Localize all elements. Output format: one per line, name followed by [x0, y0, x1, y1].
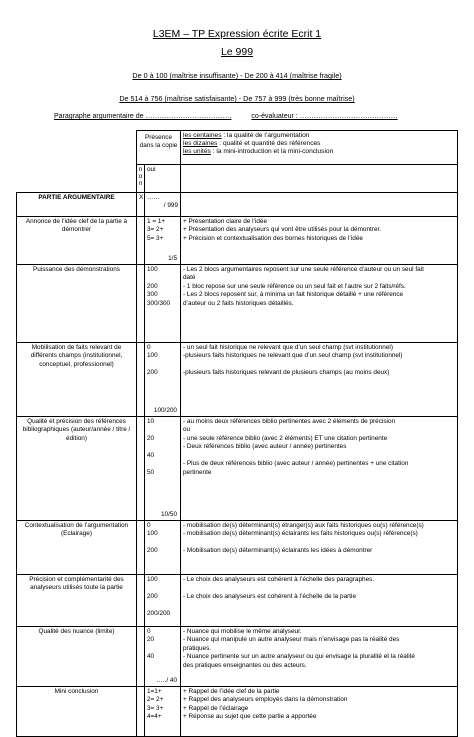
criterion-row — [17, 627, 458, 687]
partie-dots: …… — [147, 194, 160, 201]
descriptor-line: + Rappel de l’idée clef de la partie — [183, 688, 280, 695]
criterion-label: Mini conclusion — [17, 687, 137, 737]
legend-row-top — [17, 131, 458, 165]
point-value: 0 — [147, 628, 151, 635]
descriptor-line: - Mobilisation de(s) déterminant(s) éclairants les idées à démontrer — [183, 547, 373, 555]
presence-check-cell[interactable] — [137, 575, 145, 627]
oui-column-header: oui — [145, 165, 181, 193]
point-value: 3= 3+ — [147, 704, 164, 712]
point-value — [147, 539, 178, 547]
criterion-row — [17, 265, 458, 343]
point-value — [147, 361, 178, 369]
legend-unites-value: : la mini-introduction et la mini-conclusion — [210, 148, 334, 156]
descriptor-line: - Le choix des analyseurs est cohérent à l’échelle des paragraphes. — [183, 576, 375, 583]
point-value: 100 — [147, 352, 158, 360]
criterion-row — [17, 217, 458, 265]
descriptor-line: - mobilisation de(s) déterminant(s) étranger(s) aux faits historiques ou(s) référence(s) — [183, 522, 424, 529]
points-cell[interactable] — [145, 687, 181, 737]
point-value: 2= 2+ — [147, 696, 164, 704]
point-value: 20 — [147, 636, 155, 644]
descriptor-line: - Le choix des analyseurs est cohérent à l’échelle de la partie — [183, 592, 357, 600]
partie-label: PARTIE ARGUMENTAIRE — [17, 193, 137, 217]
criterion-row — [17, 687, 458, 737]
criterion-row — [17, 417, 458, 521]
point-value — [147, 460, 178, 468]
descriptor-cell — [181, 521, 458, 575]
criterion-row — [17, 575, 458, 627]
descriptor-cell — [181, 343, 458, 417]
grading-table — [16, 130, 458, 737]
descriptor-line: - mobilisation de(s) déterminant(s) éclairants les faits historiques ou(s) référence(s) — [183, 530, 418, 538]
point-value: 100 — [147, 576, 158, 583]
criterion-label: Puissance des démonstrations — [17, 265, 137, 343]
point-value: 100 — [147, 530, 158, 538]
descriptor-line: d’auteur ou 2 faits historiques détaillés. — [183, 299, 294, 307]
paragraph-author-line — [54, 113, 418, 120]
point-value: 5= 3+ — [147, 234, 164, 242]
descriptor-line: - un seul fait historique ne relevant que d’un seul champ (svt institutionnel) — [183, 344, 393, 351]
non-letter-1: n — [138, 166, 143, 173]
partie-check-mark[interactable]: X — [137, 193, 145, 217]
point-value: 50 — [147, 468, 155, 476]
descriptor-cell — [181, 627, 458, 687]
criterion-label: Annonce de l’idée clef de la partie à démontrer — [17, 217, 137, 265]
non-letter-3: n — [138, 180, 143, 188]
partie-row — [17, 193, 458, 217]
descriptor-line — [183, 452, 455, 460]
descriptor-line: daté — [183, 274, 196, 282]
descriptor-line: - au moins deux références biblio pertinentes avec 2 éléments de précision — [183, 418, 396, 425]
point-value — [147, 274, 178, 282]
points-cell[interactable] — [145, 343, 181, 417]
point-value: 40 — [147, 653, 155, 661]
descriptor-line — [183, 361, 455, 369]
point-value: 200 — [147, 282, 158, 290]
point-value — [147, 601, 178, 609]
presence-check-cell[interactable] — [137, 627, 145, 687]
descriptor-line: + Réponse au sujet que cette partie a apportée — [183, 713, 317, 721]
descriptor-line: -plusieurs faits historiques relevant de plusieurs champs (au moins deux) — [183, 369, 390, 377]
point-value: 300/300 — [147, 299, 171, 307]
document-subtitle: Le 999 — [220, 46, 254, 58]
criterion-row — [17, 343, 458, 417]
presence-check-cell[interactable] — [137, 217, 145, 265]
descriptor-line: pertinente — [183, 468, 212, 476]
descriptor-line — [183, 539, 455, 547]
empty-corner — [17, 131, 137, 193]
criterion-row — [17, 521, 458, 575]
point-value: 20 — [147, 434, 155, 442]
points-total: …../ 40 — [156, 676, 177, 684]
descriptor-line — [183, 584, 455, 592]
legend-dizaines-key: les dizaines — [183, 140, 218, 148]
descriptor-line: - Deux références biblio (avec auteur / année) pertinentes — [183, 443, 347, 451]
partie-total: / 999 — [163, 202, 178, 210]
descriptor-line: - Nuance qui manipule un autre analyseur mais n’envisage pas la réalité des — [183, 636, 400, 644]
descriptor-line: - Plus de deux références biblio (avec auteur / année) pertinentes + une citation — [183, 460, 409, 468]
points-cell[interactable] — [145, 417, 181, 521]
legend-centaines-value: : la qualité de l’argumentation — [221, 132, 310, 139]
scale-line-2: De 514 à 756 (maîtrise satisfaisante) - De 757 à 999 (très bonne maîtrise) — [119, 94, 355, 103]
point-value: 4=4+ — [147, 713, 162, 721]
presence-header: Présence dans la copie — [137, 131, 181, 165]
points-cell[interactable] — [145, 575, 181, 627]
point-value: 0 — [147, 344, 151, 351]
digit-legend — [181, 131, 458, 165]
legend-dizaines-value: : qualité et quantité des références — [217, 140, 321, 148]
points-cell[interactable] — [145, 217, 181, 265]
descriptor-cell — [181, 265, 458, 343]
point-value: 200 — [147, 592, 158, 600]
descriptor-cell — [181, 417, 458, 521]
point-value: 0 — [147, 522, 151, 529]
coevaluateur-label: co-évaluateur : …………………………………… — [251, 113, 398, 120]
point-value: 3= 2+ — [147, 226, 164, 234]
legend-unites-key: les unités — [183, 148, 211, 156]
point-value — [147, 443, 178, 451]
point-value: 200/200 — [147, 609, 171, 617]
descriptor-line: + Présentation des analyseurs qui vont être utilisés pour la démontrer. — [183, 226, 382, 234]
point-value — [147, 584, 178, 592]
descriptor-line: - Nuance pertinente sur un autre analyseur ou qui envisage la pluralité et la réalité — [183, 653, 415, 661]
criterion-label: Précision et complémentarité des analyseurs utilisés toute la partie — [17, 575, 137, 627]
descriptor-line: + Rappel des analyseurs employés dans la démonstration — [183, 696, 348, 704]
presence-check-cell[interactable] — [137, 417, 145, 521]
points-cell[interactable] — [145, 265, 181, 343]
descriptor-line: des pratiques enseignantes ou des acteurs. — [183, 661, 307, 669]
legend-centaines-key: les centaines — [183, 132, 222, 139]
partie-score-cell[interactable] — [145, 193, 181, 217]
legend-empty-cell — [181, 165, 458, 193]
partie-empty-cell — [181, 193, 458, 217]
point-value: 1 = 1+ — [147, 218, 166, 225]
scale-line-1: De 0 à 100 (maîtrise insuffisante) - De 200 à 414 (maîtrise fragile) — [132, 71, 342, 80]
points-total: 100/200 — [153, 406, 177, 414]
descriptor-line: - Les 2 blocs reposent sur, à minima un fait historique détaillé + une référence — [183, 291, 404, 299]
document-title: L3EM – TP Expression écrite Ecrit 1 — [152, 28, 322, 40]
point-value — [147, 645, 178, 653]
criterion-label: Contextualisation de l’argumentation (Eclairage) — [17, 521, 137, 575]
point-value — [147, 426, 178, 434]
presence-check-cell[interactable] — [137, 343, 145, 417]
points-cell[interactable] — [145, 521, 181, 575]
non-letter-2: o — [138, 173, 143, 181]
point-value: 200 — [147, 547, 158, 555]
point-value: 300 — [147, 291, 158, 299]
descriptor-line: - Nuance qui mobilise le même analyseur. — [183, 628, 302, 635]
presence-check-cell[interactable] — [137, 265, 145, 343]
point-value: 100 — [147, 266, 158, 273]
point-value: 40 — [147, 451, 155, 459]
descriptor-cell — [181, 687, 458, 737]
descriptor-cell — [181, 575, 458, 627]
criterion-label: Qualité des nuance (limite) — [17, 627, 137, 687]
descriptor-line: ou — [183, 426, 191, 434]
descriptor-line: - une seule référence biblio (avec 2 éléments) ET une citation pertinente — [183, 434, 388, 442]
descriptor-line: pratiques. — [183, 644, 212, 652]
criterion-label: Qualité et précision des références bibliographiques (auteur/année / titre / édition) — [17, 417, 137, 521]
paragraph-label: Paragraphe argumentaire de ………………………………. — [54, 113, 232, 120]
descriptor-line: -plusieurs faits historiques ne relevant que d’un seul champ (svt institutionnel) — [183, 352, 403, 360]
descriptor-line: + Précision et contextualisation des bornes historiques de l’idée — [183, 234, 363, 242]
points-total: 10/50 — [161, 510, 177, 518]
non-column-header — [137, 165, 145, 193]
descriptor-line: + Rappel de l’éclairage — [183, 704, 249, 712]
points-total: 1/5 — [168, 254, 177, 262]
point-value: 1=1+ — [147, 688, 162, 695]
criterion-label: Mobilisation de faits relevant de différents champs (institutionnel, conceptuel, professionnel) — [17, 343, 137, 417]
descriptor-line: - 1 bloc repose sur une seule référence ou un seul fait et l’autre sur 2 faits/réfs. — [183, 282, 406, 290]
presence-check-cell[interactable] — [137, 521, 145, 575]
point-value: 10 — [147, 418, 155, 425]
points-cell[interactable] — [145, 627, 181, 687]
presence-check-cell[interactable] — [137, 687, 145, 737]
descriptor-line: + Présentation claire de l’idée — [183, 218, 268, 225]
point-value: 200 — [147, 369, 158, 377]
descriptor-cell — [181, 217, 458, 265]
descriptor-line: - Les 2 blocs argumentaires reposent sur une seule référence d’auteur ou un seul fait — [183, 266, 424, 273]
